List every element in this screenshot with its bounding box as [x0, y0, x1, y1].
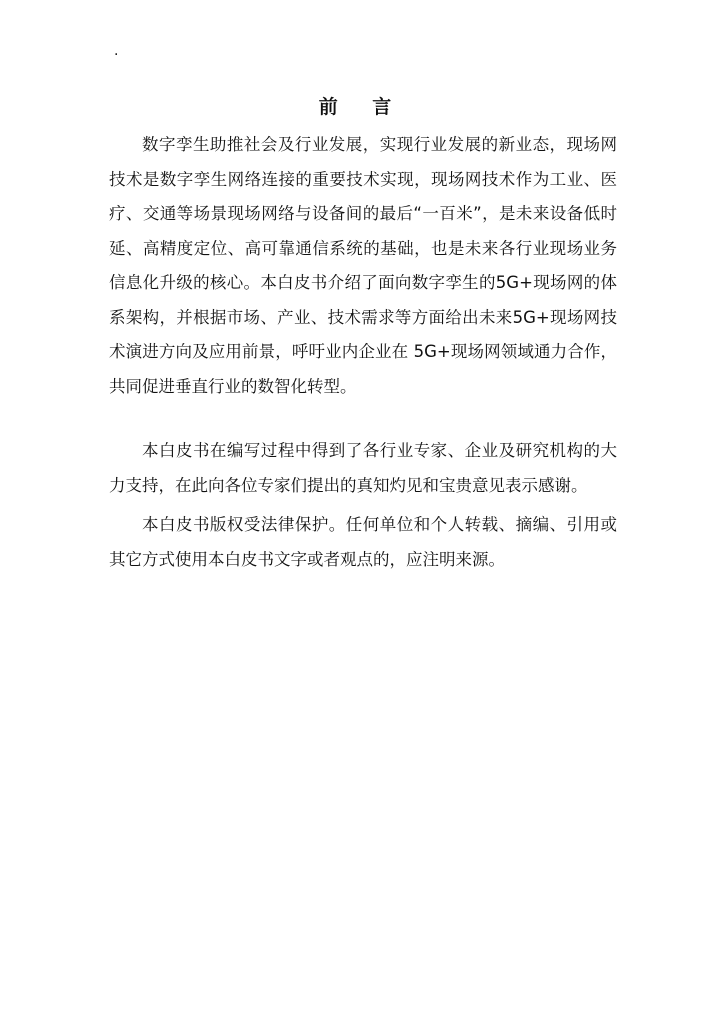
page-mark: · [114, 47, 119, 63]
paragraph-intro: 数字孪生助推社会及行业发展，实现行业发展的新业态，现场网技术是数字孪生网络连接的重要技术实现，现场网技术作为工业、医疗、交通等场景现场网络与设备间的最后“一百米”，是未来设备低时延、高精度定位、高可靠通信系统的基础，也是未来各行业现场业务信息化升级的核心。本白皮书介绍了面向数字孪生的5G+现场网的体系架构，并根据市场、产业、技术需求等方面给出未来5G+现场网技术演进方向及应用前景，呼吁业内企业在 5G+现场网领域通力合作，共同促进垂直行业的数智化转型。 [109, 135, 617, 396]
paragraph-acknowledgement: 本白皮书在编写过程中得到了各行业专家、企业及研究机构的大力支持，在此向各位专家们提出的真知灼见和宝贵意见表示感谢。 [109, 441, 617, 495]
page-title: 前 言 [318, 96, 406, 118]
paragraph-copyright: 本白皮书版权受法律保护。任何单位和个人转载、摘编、引用或其它方式使用本白皮书文字或者观点的，应注明来源。 [109, 515, 617, 569]
